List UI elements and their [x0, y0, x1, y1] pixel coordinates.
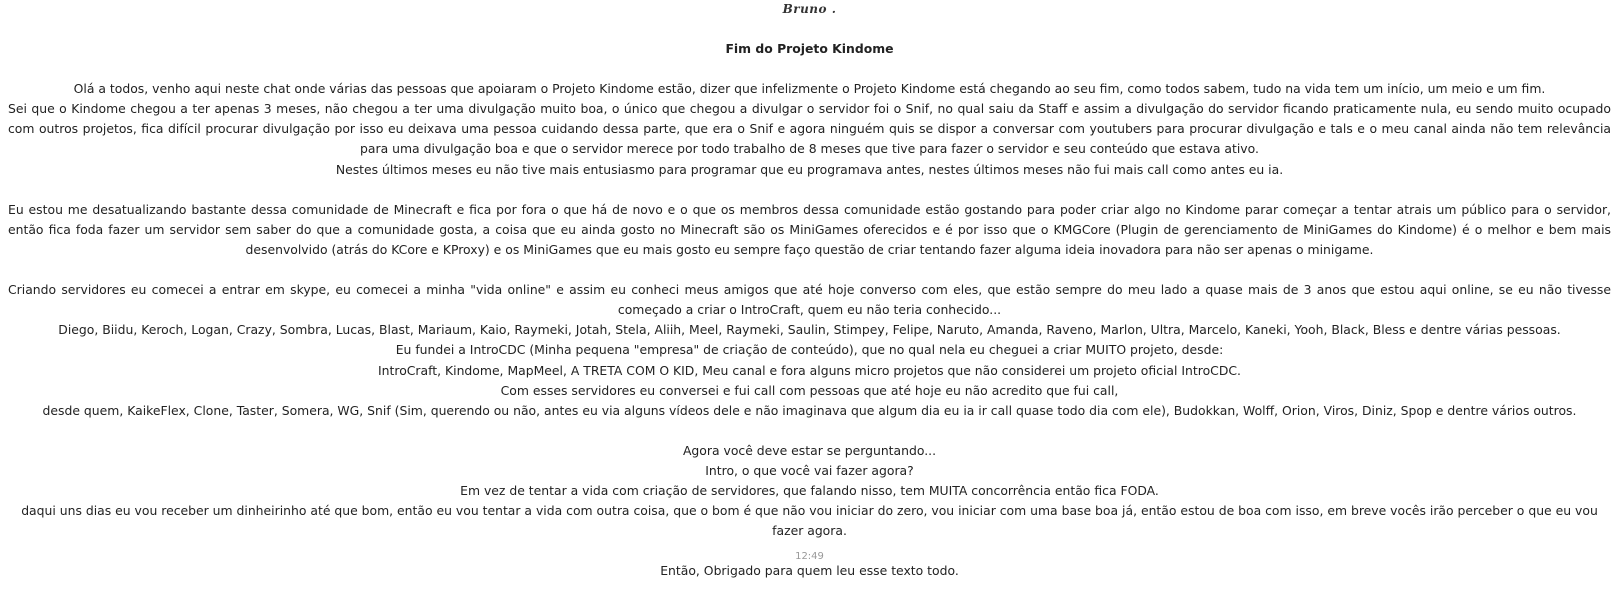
paragraph-enthusiasm: Nestes últimos meses eu não tive mais entusiasmo para programar que eu programava antes, nestes últimos meses não fui mais call como antes eu ia.: [335, 161, 1284, 177]
paragraph-calls: Com esses servidores eu conversei e fui call com pessoas que até hoje eu não acredito que fui call,: [500, 382, 1119, 398]
paragraph-intro: Olá a todos, venho aqui neste chat onde várias das pessoas que apoiaram o Projeto Kindome estão, dizer que infelizmente o Projeto Kindome está chegando ao seu fim, como todos sabem, tudo na vida tem um início, um meio e um fim.: [73, 81, 1546, 97]
paragraph-promotion: Sei que o Kindome chegou a ter apenas 3 meses, não chegou a ter uma divulgação muito boa, o único que chegou a divulgar o servidor foi o Snif, no qual saiu da Staff e assim a divulgação do servidor ficando praticamente nula, eu sendo muito ocupado com outros projetos, fica difícil procurar divulgação por isso eu deixava uma pessoa cuidando dessa parte, que era o Snif e agora ninguém quis se dispor a conversar com youtubers para procurar divulgação e tals e o meu canal ainda não tem relevância para uma divulgação boa e que o servidor merece por todo trabalho de 8 meses que tive para fazer o servidor e seu conteúdo que estava ativo.: [8, 101, 1611, 157]
paragraph-people-list: desde quem, KaikeFlex, Clone, Taster, Somera, WG, Snif (Sim, querendo ou não, antes eu via alguns vídeos dele e não imaginava que algum dia eu ia ir call quase todo dia com ele), Budokkan, Wolff, Orion, Viros, Diniz, Spop e dentre vários outros.: [42, 402, 1577, 418]
paragraph-online-life: Criando servidores eu comecei a entrar em skype, eu comecei a minha "vida online" e assim eu conheci meus amigos que até hoje converso com eles, que estão sempre do meu lado a quase mais de 3 anos que estou aqui online, se eu não tivesse começado a criar o IntroCraft, quem eu não teria conhecido...: [8, 282, 1611, 318]
paragraph-spacer: [8, 260, 1611, 280]
message-body: [8, 39, 1611, 582]
paragraph-what-now: Intro, o que você vai fazer agora?: [705, 462, 914, 478]
message-timestamp: 12:49: [795, 551, 824, 562]
paragraph-competition: Em vez de tentar a vida com criação de servidores, que falando nisso, tem MUITA concorrência então fica FODA.: [460, 483, 1159, 499]
paragraph-friends-list: Diego, Biidu, Keroch, Logan, Crazy, Sombra, Lucas, Blast, Mariaum, Kaio, Raymeki, Jotah, Stela, Aliih, Meel, Raymeki, Saulin, Stimpey, Felipe, Naruto, Amanda, Raveno, Marlon, Ultra, Marcelo, Kaneki, Yooh, Black, Bless e dentre várias pessoas.: [58, 322, 1561, 338]
paragraph-projects: IntroCraft, Kindome, MapMeel, A TRETA COM O KID, Meu canal e fora alguns micro projetos que não considerei um projeto oficial IntroCDC.: [378, 362, 1241, 378]
paragraph-community: Eu estou me desatualizando bastante dessa comunidade de Minecraft e fica por fora o que há de novo e o que os membros dessa comunidade estão gostando para poder criar algo no Kindome parar começar a tentar atrais um público para o servidor, então fica foda fazer um servidor sem saber do que a comunidade gosta, a coisa que eu ainda gosto no Minecraft são os MiniGames oferecidos e é por isso que o KMGCore (Plugin de gerenciamento de MiniGames do Kindome) é o melhor e bem mais desenvolvido (atrás do KCore e KProxy) e os MiniGames que eu mais gosto eu sempre faço questão de criar tentando fazer alguma ideia inovadora para não ser apenas o minigame.: [8, 201, 1611, 257]
paragraph-spacer: [8, 59, 1611, 79]
paragraph-question: Agora você deve estar se perguntando...: [682, 442, 937, 458]
paragraph-thanks: Então, Obrigado para quem leu esse texto todo.: [660, 563, 959, 579]
paragraph-spacer: [8, 421, 1611, 441]
sender-name[interactable]: Bruno .: [782, 2, 837, 16]
paragraph-spacer: [8, 180, 1611, 200]
paragraph-future: daqui uns dias eu vou receber um dinheirinho até que bom, então eu vou tentar a vida com outra coisa, que o bom é que não vou iniciar do zero, vou iniciar com uma base boa já, então estou de boa com isso, em breve vocês irão perceber o que eu vou fazer agora.: [21, 503, 1598, 539]
message-title: Fim do Projeto Kindome: [725, 41, 894, 56]
paragraph-introcdc: Eu fundei a IntroCDC (Minha pequena "empresa" de criação de conteúdo), que no qual nela eu cheguei a criar MUITO projeto, desde:: [395, 342, 1224, 358]
